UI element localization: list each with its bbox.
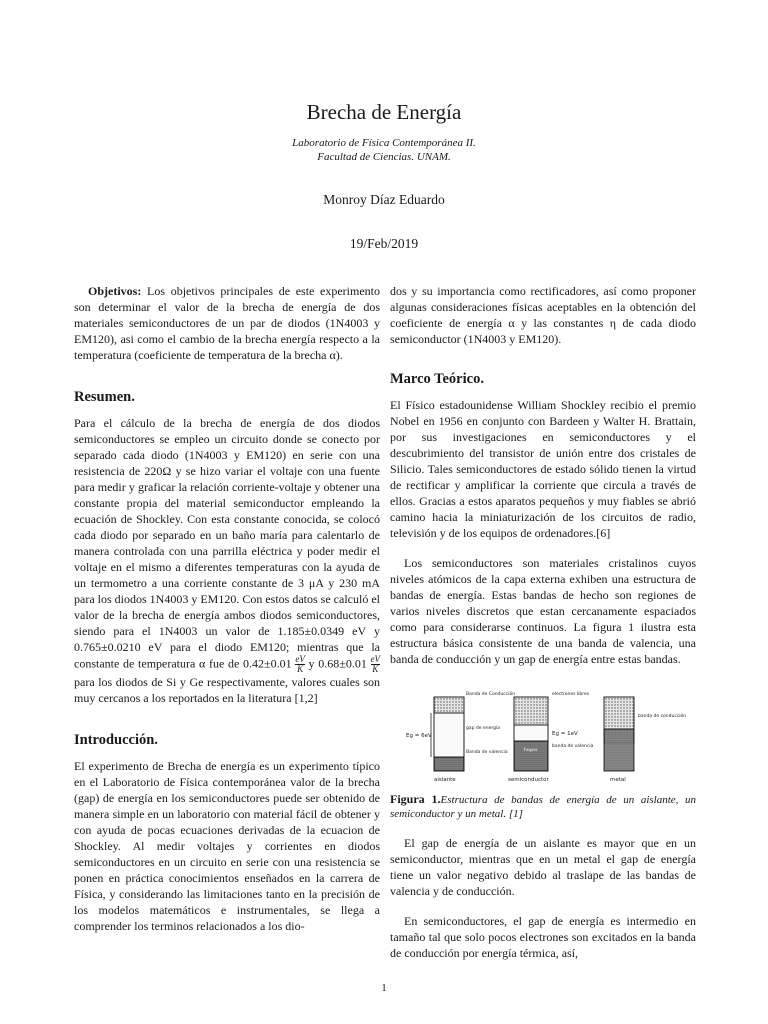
theory-paragraph-3: El gap de energía de un aislante es mayor que en un semiconductor, mientras que en un metal el gap de energía tiene un valor negativo debido al traslape de las bandas de valencia y de conducción.: [390, 836, 696, 898]
author-name: Monroy Díaz Eduardo: [323, 192, 445, 207]
label-semiconductor: semiconductor: [508, 777, 549, 783]
band-diagram: [404, 689, 687, 784]
page-number: 1: [381, 982, 387, 994]
unit-denominator-2: K: [372, 664, 379, 674]
section-heading-introduccion: Introducción.: [74, 732, 158, 748]
figure-caption: [390, 792, 696, 821]
unit-denominator-1: K: [297, 664, 304, 674]
theory-paragraph-2: Los semiconductores son materiales cristalinos cuyos niveles atómicos de la capa externa exhiben una estructura de bandas de energía. Estas bandas de hecho son regiones de varios niveles discretos que estan cercanamente espaciados como para considerarse continuos. La figura 1 ilustra esta estructura básica consistente de una banda de valencia, una banda de conducción y un gap de energía entre estas bandas.: [390, 556, 696, 666]
label-aislante: aislante: [434, 777, 456, 783]
paper-date: 19/Feb/2019: [349, 236, 419, 251]
section-heading-marco: Marco Teórico.: [390, 371, 484, 387]
affiliation: [0, 136, 768, 164]
unit-fraction-2: [371, 655, 381, 674]
abstract-text-a: Para el cálculo de la brecha de energía de dos diodos semiconductores se empleo un circuito donde se conecto por separado cada diodo (1N4003 y EM120) en serie con una resistencia de 220Ω y se hizo variar el voltaje con una fuente para medir y graficar la relación corriente-voltaje y obtener una constante propia del material semiconductor empleando la ecuación de Shockley. Con esta constante conocida, se colocó cada diodo por separado en un baño maría para calentarlo de manera controlada con una parrilla eléctrica y poder medir el voltaje en el mismo a diferentes temperaturas con la ayuda de un termometro a una corriente constante de 3 μA y 230 mA para los diodos 1N4003 y EM120. Con estos datos se calculó el valor de la brecha de energía ambos diodos semiconductores, siendo para el 1N4003 un valor de 1.185±0.0349 eV y 0.765±0.0210 eV para el diodo EM120; mientras que la constante de temperatura α fue de 0.42±0.01: [74, 416, 380, 671]
label-banda-valencia-semi: banda de valencia: [552, 744, 594, 749]
intro-paragraph: El experimento de Brecha de energía es un experimento típico en el Laboratorio de Física contemporánea valor de la brecha (gap) de energía en los semiconductores puede ser obtenido de manera simple en un laboratorio con material fácil de obtener y con ayuda de pocas ecuaciones derivadas de la ecuacion de Shockley. Al medir voltajes y corrientes en diodos semiconductores en un circuito en serie con una resistencia se ponen en práctica conocimientos enseñados en la carrera de Física, y considerando las limitaciones tanto en la precisión de los modelos matemáticos e instrumentales, se llega a comprender los terminos relacionados a los dio-: [74, 759, 380, 933]
abstract-paragraph: [74, 415, 380, 706]
band-structure-figure: [404, 689, 687, 784]
affiliation-line-2: Facultad de Ciencias. UNAM.: [317, 151, 451, 163]
unit-numerator-2: eV: [370, 654, 381, 664]
semi-gap: [514, 725, 548, 741]
label-banda-conduccion: Banda de Conducción: [466, 692, 516, 697]
affiliation-line-1: Laboratorio de Física Contemporánea II.: [292, 137, 476, 149]
left-column: [74, 283, 380, 934]
insulator-gap-label: Eg = 6eV: [406, 733, 432, 739]
section-heading-resumen: Resumen.: [74, 389, 135, 405]
insulator-valence-band: [434, 757, 464, 771]
objectives-paragraph: [74, 283, 380, 363]
label-gap: gap de energía: [466, 726, 500, 731]
theory-paragraph-4: En semiconductores, el gap de energía es intermedio en tamaño tal que solo pocos electrones son excitados en la banda de conducción por energía térmica, así,: [390, 914, 696, 960]
insulator-gap: [434, 713, 464, 757]
abstract-text-c: para los diodos de Si y Ge respectivamente, valores cuales son muy cercanos a los reportados en la literatura [1,2]: [74, 675, 380, 705]
label-hoyos: hoyos: [524, 748, 538, 753]
intro-continuation: dos y su importancia como rectificadores, así como proponer algunas consideraciones físicas aceptables en la obtención del coeficiente de energía α y las constantes η de cada diodo semiconductor (1N4003 y EM120).: [390, 284, 696, 346]
unit-numerator-1: eV: [295, 654, 305, 664]
label-banda-conduccion-metal: banda de conducción: [638, 714, 687, 719]
theory-paragraph-1: El Físico estadounidense William Shockley recibio el premio Nobel en 1956 en conjunto con Bardeen y Walter H. Brattain, por sus investigaciones en semiconductores y el descubrimiento del transistor de unión entre dos cristales de Silicio. Tales semiconductores de estado sólido tienen la virtud de rectificar y amplificar la corriente que circula a través de ellos. Gracias a estos aparatos pequeños y muy fiables se abrió camino hacia la miniaturización de los circuitos de radio, televisión y de los equipos de ordenadores.[6]: [390, 398, 696, 540]
caption-text: Estructura de bandas de energía de un aislante, un semiconductor y un metal. [1]: [390, 794, 696, 820]
unit-fraction-1: [295, 655, 305, 674]
caption-label: Figura 1.: [390, 792, 441, 806]
objectives-text: Los objetivos principales de este experimento son determinar el valor de la brecha de energía de dos materiales semiconductores de un par de diodos (1N4003 y EM120), asi como el cambio de la brecha energía respecto a la temperatura (coeficiente de temperatura de la brecha α).: [74, 284, 381, 362]
semi-conduction-band: [514, 697, 548, 725]
metal-valence-band: [604, 729, 634, 771]
semi-gap-label: Eg = 1eV: [552, 731, 578, 737]
semi-valence-band: [514, 741, 548, 771]
label-banda-valencia: Banda de valencia: [466, 750, 508, 755]
label-metal: metal: [610, 777, 626, 783]
objectives-label: Objetivos:: [88, 284, 142, 298]
right-column: [390, 283, 696, 961]
paper-title: Brecha de Energía: [306, 100, 462, 124]
insulator-conduction-band: [434, 697, 464, 713]
label-electrones-libres: electrones libres: [552, 692, 590, 697]
abstract-text-b: y 0.68±0.01: [308, 656, 367, 671]
